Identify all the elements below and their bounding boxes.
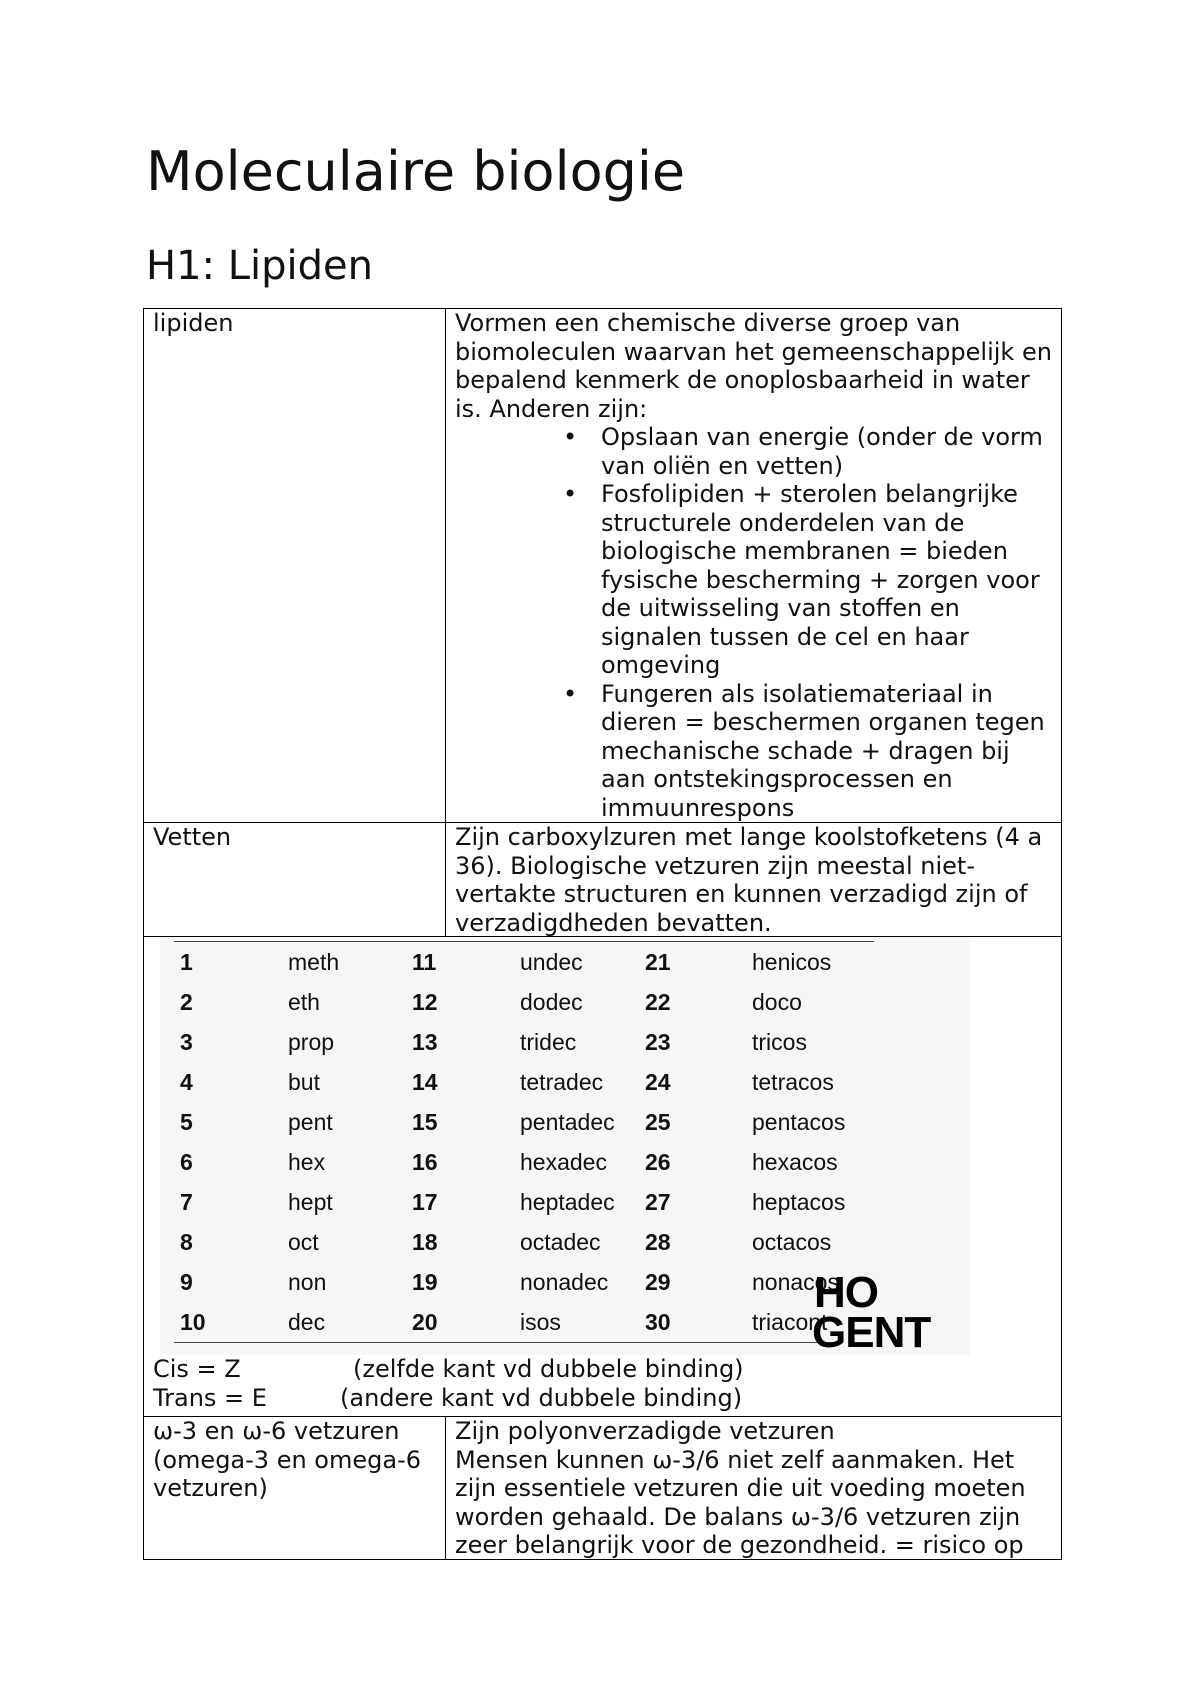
prefix-name: tridec — [520, 1029, 577, 1055]
cis-note: (zelfde kant vd dubbele binding) — [353, 1355, 744, 1383]
table-row-vetten — [144, 823, 1061, 937]
term-lipiden: lipiden — [153, 309, 234, 337]
term-cell — [144, 823, 446, 936]
cis-line — [153, 1355, 1052, 1384]
carbon-count: 1 — [180, 949, 193, 975]
cis-label: Cis = Z — [153, 1355, 241, 1383]
carbon-count: 12 — [412, 989, 438, 1015]
prefix-name: hexadec — [520, 1149, 607, 1175]
trans-label: Trans = E — [153, 1383, 267, 1412]
bullet-list — [455, 423, 1055, 822]
prefix-name: undec — [520, 949, 583, 975]
carbon-count: 10 — [180, 1309, 206, 1335]
prefix-name: tricos — [752, 1029, 807, 1055]
carbon-count: 25 — [645, 1109, 671, 1135]
table-row — [160, 1229, 860, 1269]
definition-cell — [446, 823, 1061, 936]
prefix-name: heptacos — [752, 1189, 846, 1215]
table-row — [160, 1149, 860, 1189]
table-row — [160, 1189, 860, 1229]
prefix-name: tetracos — [752, 1069, 834, 1095]
prefix-name: octacos — [752, 1229, 832, 1255]
prefix-name: henicos — [752, 949, 832, 975]
table-row — [160, 1109, 860, 1149]
prefix-name: tetradec — [520, 1069, 604, 1095]
carbon-count: 28 — [645, 1229, 671, 1255]
prefix-name: hex — [288, 1149, 326, 1175]
carbon-count: 27 — [645, 1189, 671, 1215]
carbon-count: 24 — [645, 1069, 671, 1095]
list-item: • Fungeren als isolatiemateriaal in dieren = beschermen organen tegen mechanische schade + dragen bij aan ontstekingsprocessen en immuunrespons — [601, 680, 1055, 823]
cis-trans-notes — [144, 1355, 1061, 1412]
definition-cell — [446, 309, 1061, 822]
prefix-name: dec — [288, 1309, 326, 1335]
carbon-count: 7 — [180, 1189, 193, 1215]
carbon-count: 20 — [412, 1309, 438, 1335]
carbon-count: 15 — [412, 1109, 438, 1135]
table-row-lipiden — [144, 309, 1061, 823]
carbon-count: 30 — [645, 1309, 671, 1335]
carbon-count: 22 — [645, 989, 671, 1015]
table-top-rule — [174, 941, 874, 942]
table-row — [160, 989, 860, 1029]
definition-vetten: Zijn carboxylzuren met lange koolstofketens (4 a 36). Biologische vetzuren zijn meestal niet-vertakte structuren en kunnen verzadigd zijn of verzadigdheden bevatten. — [455, 823, 1043, 937]
table-row-prefixes — [144, 937, 1061, 1417]
carbon-count: 3 — [180, 1029, 193, 1055]
carbon-count: 21 — [645, 949, 671, 975]
term-cell — [144, 309, 446, 822]
carbon-count: 6 — [180, 1149, 193, 1175]
prefix-name: triacont — [752, 1309, 828, 1335]
carbon-count: 14 — [412, 1069, 438, 1095]
carbon-count: 4 — [180, 1069, 193, 1095]
carbon-count: 16 — [412, 1149, 438, 1175]
prefix-name: pentacos — [752, 1109, 846, 1135]
prefix-name: octadec — [520, 1229, 601, 1255]
trans-note: (andere kant vd dubbele binding) — [340, 1383, 743, 1412]
prefix-name: nonacos — [752, 1269, 839, 1295]
prefix-table-image — [160, 937, 970, 1355]
prefix-name: but — [288, 1069, 320, 1095]
page-title: Moleculaire biologie — [146, 140, 686, 203]
prefix-table-figure — [144, 937, 1061, 1355]
definition-omega-1: Zijn polyonverzadigde vetzuren — [455, 1417, 835, 1445]
hogent-logo: HO GENT — [812, 1268, 931, 1357]
carbon-count: 5 — [180, 1109, 193, 1135]
prefix-name: heptadec — [520, 1189, 615, 1215]
carbon-count: 2 — [180, 989, 193, 1015]
definitions-table — [143, 308, 1062, 1560]
prefix-name: doco — [752, 989, 802, 1015]
table-row-omega — [144, 1417, 1061, 1559]
term-omega: ω-3 en ω-6 vetzuren (omega-3 en omega-6 vetzuren) — [153, 1417, 421, 1502]
table-row — [160, 1309, 860, 1349]
carbon-count: 11 — [412, 949, 437, 975]
carbon-count: 13 — [412, 1029, 438, 1055]
table-row — [160, 1069, 860, 1109]
carbon-count: 8 — [180, 1229, 193, 1255]
carbon-count: 9 — [180, 1269, 193, 1295]
prefix-name: dodec — [520, 989, 583, 1015]
prefix-name: meth — [288, 949, 340, 975]
prefix-name: isos — [520, 1309, 561, 1335]
list-item: • Opslaan van energie (onder de vorm van oliën en vetten) — [601, 423, 1055, 480]
definition-intro: Vormen een chemische diverse groep van biomoleculen waarvan het gemeenschappelijk en bepalend kenmerk de onoplosbaarheid in water is. Anderen zijn: — [455, 309, 1052, 423]
table-bottom-rule — [174, 1342, 834, 1343]
prefix-section — [144, 937, 1061, 1416]
prefix-name: pentadec — [520, 1109, 615, 1135]
prefix-name: prop — [288, 1029, 335, 1055]
table-row — [160, 949, 860, 989]
prefix-name: eth — [288, 989, 320, 1015]
table-row — [160, 1029, 860, 1069]
carbon-count: 26 — [645, 1149, 671, 1175]
definition-cell — [446, 1417, 1061, 1559]
carbon-count: 29 — [645, 1269, 671, 1295]
prefix-name: pent — [288, 1109, 333, 1135]
term-vetten: Vetten — [153, 823, 232, 851]
definition-omega-2: Mensen kunnen ω-3/6 niet zelf aanmaken. Het zijn essentiele vetzuren die uit voeding moeten worden gehaald. De balans ω-3/6 vetzuren zijn zeer belangrijk voor de gezondheid. = risico op — [455, 1445, 1026, 1559]
carbon-count: 18 — [412, 1229, 438, 1255]
carbon-count: 19 — [412, 1269, 438, 1295]
table-row — [160, 1269, 860, 1309]
prefix-name: hexacos — [752, 1149, 838, 1175]
prefix-name: nonadec — [520, 1269, 609, 1295]
carbon-count: 17 — [412, 1189, 438, 1215]
term-cell — [144, 1417, 446, 1559]
trans-line — [153, 1384, 1052, 1413]
prefix-name: oct — [288, 1229, 319, 1255]
carbon-count: 23 — [645, 1029, 671, 1055]
chapter-heading: H1: Lipiden — [146, 243, 373, 289]
prefix-name: non — [288, 1269, 327, 1295]
prefix-name: hept — [288, 1189, 333, 1215]
list-item: • Fosfolipiden + sterolen belangrijke structurele onderdelen van de biologische membranen = bieden fysische bescherming + zorgen voor de uitwisseling van stoffen en signalen tussen de cel en haar omgeving — [601, 480, 1055, 680]
